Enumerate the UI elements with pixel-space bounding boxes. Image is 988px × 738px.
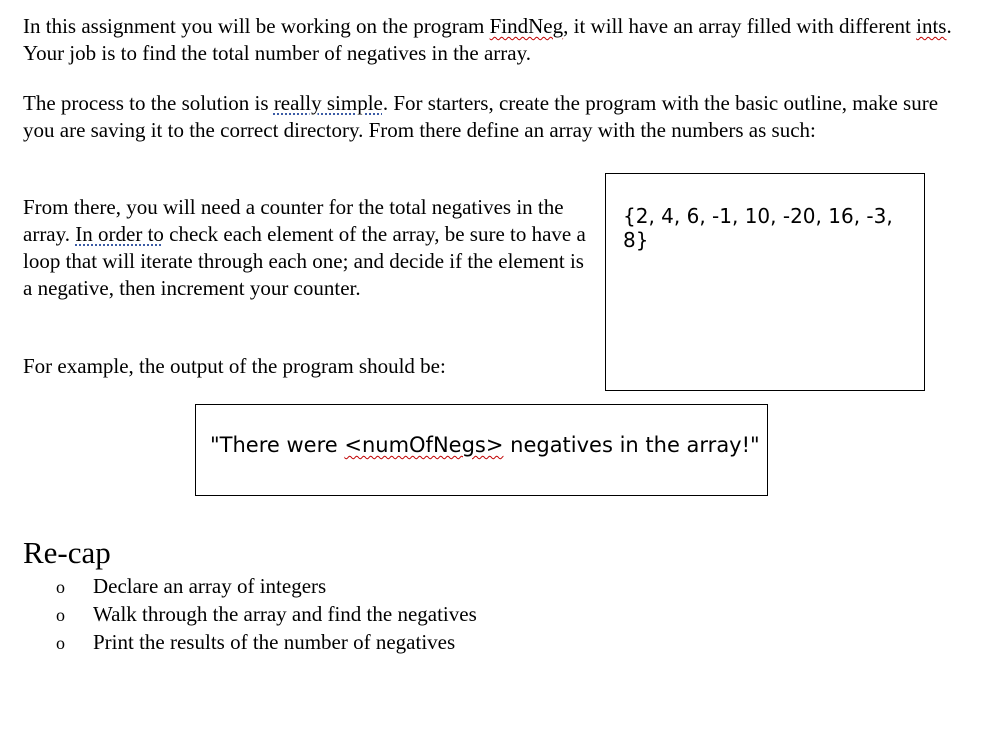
recap-list — [56, 573, 477, 657]
intro-text-b: , it will have an array filled with different — [563, 14, 917, 38]
example-paragraph: For example, the output of the program should be: — [23, 354, 446, 378]
list-item — [56, 629, 477, 657]
process-text-a: The process to the solution is — [23, 91, 274, 115]
process-text-b: . For starters, create the program with the basic outline, make sure you are saving it to the correct directory. From there define an array with the numbers as such: — [23, 91, 939, 142]
counter-text-b: check each element of the array, be sure to have a loop that will iterate through each one; and decide if the element is a negative, then increment your counter. — [23, 222, 586, 300]
output-text-a: "There were — [210, 433, 345, 457]
process-paragraph — [23, 90, 963, 144]
intro-text-c: . Your job is to find the total number of negatives in the array. — [23, 14, 952, 65]
output-text-b: negatives in the array!" — [503, 433, 760, 457]
counter-text-a: From there, you will need a counter for the total negatives in the array. — [23, 195, 564, 246]
recap-item-text: Walk through the array and find the negatives — [93, 602, 477, 626]
list-item — [56, 601, 477, 629]
really-simple-phrase: really simple — [273, 91, 383, 115]
recap-item-text: Declare an array of integers — [93, 574, 327, 598]
list-item — [56, 573, 477, 601]
program-name: FindNeg — [489, 14, 564, 38]
recap-heading: Re-cap — [23, 535, 111, 570]
ints-word: ints — [916, 14, 947, 38]
counter-paragraph — [23, 194, 593, 302]
output-text-box — [195, 404, 768, 496]
circle-bullet-icon: o — [56, 577, 65, 597]
array-text-box — [605, 173, 925, 391]
intro-paragraph — [23, 13, 963, 67]
in-order-to-phrase: In order to — [75, 222, 164, 246]
recap-item-text: Print the results of the number of negatives — [93, 630, 456, 654]
intro-text-a: In this assignment you will be working on the program — [23, 14, 490, 38]
circle-bullet-icon: o — [56, 605, 65, 625]
circle-bullet-icon: o — [56, 633, 65, 653]
num-of-negs-placeholder: <numOfNegs> — [344, 433, 504, 457]
array-values: {2, 4, 6, -1, 10, -20, 16, -3, 8} — [623, 204, 893, 252]
